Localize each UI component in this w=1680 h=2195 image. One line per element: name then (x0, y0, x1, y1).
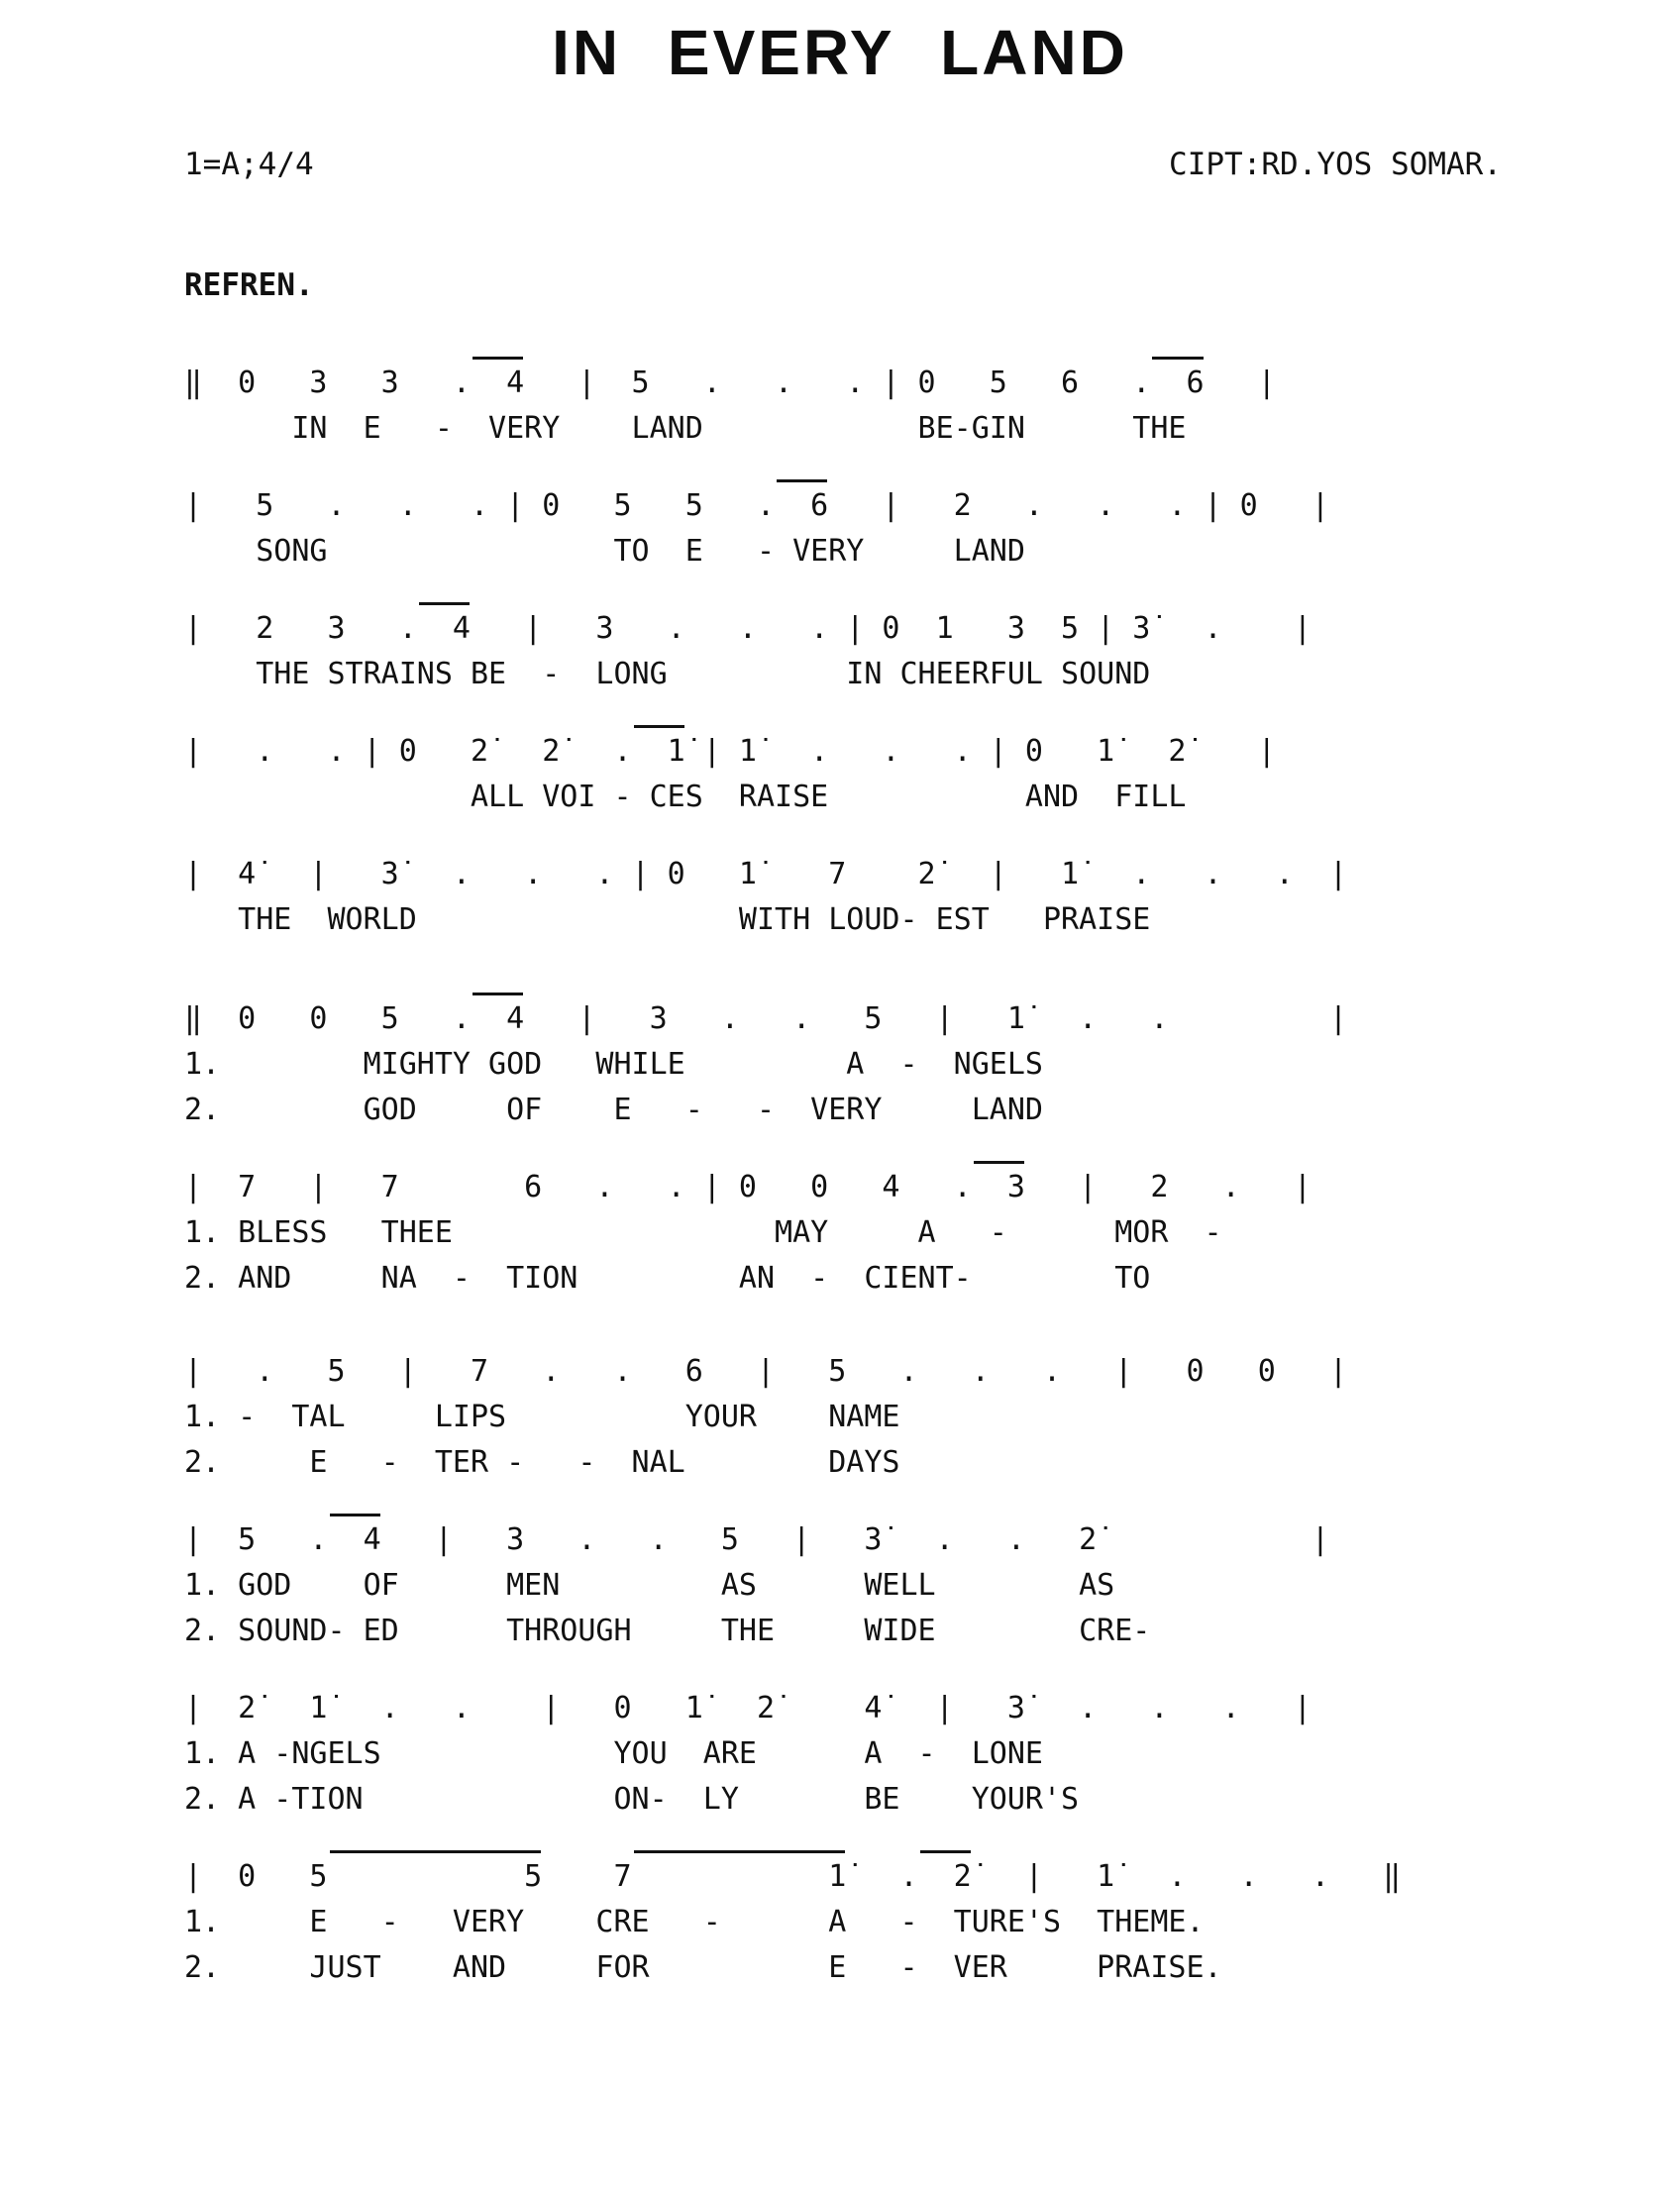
lyric-line: 2. E - TER - - NAL DAYS (184, 1445, 900, 1480)
note-group: | 3 . . 5 | 1̇ . . | (524, 1001, 1348, 1036)
overline-note-group: 6 (775, 488, 829, 523)
lyric-line: 2. SOUND- ED THROUGH THE WIDE CRE- (184, 1614, 1151, 1648)
note-group: ‖ 0 0 5 . (184, 1001, 471, 1036)
note-group: . (846, 1859, 918, 1894)
note-group: | 1̇ . . . | 0 1̇ 2̇ | (684, 734, 1276, 769)
section-label-refren: REFREN. (184, 267, 314, 303)
notation-line (184, 606, 1680, 652)
notation-line (184, 1854, 1680, 1900)
sheet-music-page (0, 16, 1680, 2195)
note-group: | 5 . (184, 1522, 328, 1557)
note-group: | 0 5 (184, 1859, 328, 1894)
note-group: | (1204, 366, 1276, 400)
overline-note-group: 4 (470, 1001, 525, 1036)
overline-note-group: 4 (416, 611, 471, 646)
composer-credit: CIPT:RD.YOS SOMAR. (1169, 147, 1502, 182)
note-group: | 5 . . . | 0 5 5 . (184, 488, 776, 523)
note-group: | 7 | 7 6 . . | 0 0 4 . (184, 1170, 972, 1204)
refrain-systems (184, 361, 1680, 943)
music-system (184, 1854, 1680, 1991)
notation-line (184, 1349, 1680, 1395)
note-group: 7 (542, 1859, 632, 1894)
notation-line (184, 1165, 1680, 1210)
overline-note-group: 5 (327, 1859, 543, 1894)
lyric-line: 1. MIGHTY GOD WHILE A - NGELS (184, 1047, 1043, 1082)
note-group: | 3 . . 5 | 3̇ . . 2̇ | (380, 1522, 1329, 1557)
note-group: | 1̇ . . . ‖ (971, 1859, 1402, 1894)
lyric-line: 2. JUST AND FOR E - VER PRAISE. (184, 1950, 1222, 1985)
note-group: ‖ 0 3 3 . (184, 366, 471, 400)
overline-note-group: 4 (470, 366, 525, 400)
lyric-line: THE STRAINS BE - LONG IN CHEERFUL SOUND (184, 657, 1151, 691)
lyric-line: 1. A -NGELS YOU ARE A - LONE (184, 1736, 1043, 1771)
music-system (184, 852, 1680, 943)
verse-systems (184, 996, 1680, 1991)
note-group: | 5 . . . | 0 5 6 . (524, 366, 1151, 400)
note-group: | 2 . . . | 0 | (828, 488, 1329, 523)
music-system (184, 1165, 1680, 1302)
overline-note-group: 3 (971, 1170, 1025, 1204)
lyric-line: 1. E - VERY CRE - A - TURE'S THEME. (184, 1905, 1205, 1939)
notation-line (184, 483, 1680, 529)
music-system (184, 1517, 1680, 1654)
overline-note-group: 4 (327, 1522, 381, 1557)
overline-note-group: 1̇ (631, 1859, 847, 1894)
overline-note-group: 1̇ (631, 734, 685, 769)
music-system (184, 483, 1680, 575)
note-group: | 2 3 . (184, 611, 417, 646)
meta-row (184, 147, 1502, 182)
music-system (184, 361, 1680, 452)
lyric-line: 2. GOD OF E - - VERY LAND (184, 1093, 1043, 1127)
music-system (184, 606, 1680, 697)
lyric-line: 1. - TAL LIPS YOUR NAME (184, 1400, 900, 1434)
overline-note-group: 2̇ (917, 1859, 972, 1894)
notation-line (184, 1686, 1680, 1731)
lyric-line: IN E - VERY LAND BE-GIN THE (184, 411, 1187, 446)
key-signature: 1=A;4/4 (184, 147, 314, 182)
note-group: | 2̇ 1̇ . . | 0 1̇ 2̇ 4̇ | 3̇ . . . | (184, 1691, 1312, 1725)
note-group: | 2 . | (1024, 1170, 1312, 1204)
lyric-line: 2. AND NA - TION AN - CIENT- TO (184, 1261, 1151, 1296)
notation-line (184, 729, 1680, 775)
music-system (184, 1686, 1680, 1823)
music-system (184, 729, 1680, 820)
lyric-line: 1. BLESS THEE MAY A - MOR - (184, 1215, 1222, 1250)
notation-line (184, 996, 1680, 1042)
note-group: | . 5 | 7 . . 6 | 5 . . . | 0 0 | (184, 1354, 1347, 1389)
lyric-line: 1. GOD OF MEN AS WELL AS (184, 1568, 1115, 1603)
music-system (184, 996, 1680, 1133)
note-group: | 3 . . . | 0 1 3 5 | 3̇ . | (471, 611, 1312, 646)
notation-line (184, 1517, 1680, 1563)
note-group: | . . | 0 2̇ 2̇ . (184, 734, 632, 769)
lyric-line: THE WORLD WITH LOUD- EST PRAISE (184, 902, 1151, 937)
lyric-line: ALL VOI - CES RAISE AND FILL (184, 780, 1187, 814)
notation-line (184, 852, 1680, 897)
overline-note-group: 6 (1150, 366, 1205, 400)
song-title: IN EVERY LAND (552, 17, 1128, 88)
lyric-line: SONG TO E - VERY LAND (184, 534, 1025, 569)
note-group: | 4̇ | 3̇ . . . | 0 1̇ 7 2̇ | 1̇ . . . | (184, 857, 1347, 891)
notation-line (184, 361, 1680, 406)
lyric-line: 2. A -TION ON- LY BE YOUR'S (184, 1782, 1080, 1817)
music-system (184, 1349, 1680, 1486)
